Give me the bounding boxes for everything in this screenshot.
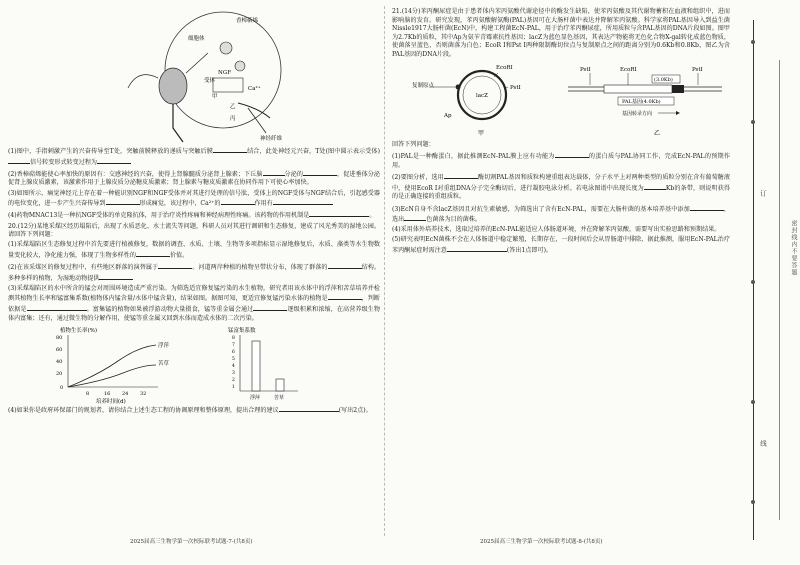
chart2-ytick: 2 xyxy=(232,377,235,383)
answer-blank[interactable] xyxy=(97,157,131,164)
chart2-ytick: 4 xyxy=(232,363,235,369)
left-footer: 2025届高三生物学第一次校际联考试题-7-(共8页) xyxy=(130,539,253,545)
q21-head: 21.(14分)苯丙酮尿症是由于患者体内苯丙氨酸代谢途径中的酶发生缺陷，使苯丙氨酸及其代谢物蓄积在血液和组织中，进而影响脑的发育。研究发现，苯丙氨酸解氨酶(PAL)基因可在大肠杆菌中表达并降解苯丙氨酸。科学家将PAL基因导入到益生菌Nissle1917大肠杆菌(EcN)中，构建工程菌EcN-PAL，用于治疗苯丙酮尿症，所用质粒与含PAL基因的DNA片段如图。图甲为2.7Kb的质粒，其中Ap为氨苄青霉素抗性基因；lacZ为蓝色显色基因，其表达产物能将无色化合物X-gal转化成蓝色物质，使菌落呈蓝色，否则菌落为白色；EcoR I和Pst I两种限制酶切位点与复制原点之间的距离分别为0.6Kb和0.8Kb，图乙为含PAL基因的DNA片段。 xyxy=(392,8,730,58)
plasmid-psti-label: PstI xyxy=(510,85,521,92)
dna-kb-label: (3.0Kb) xyxy=(654,77,673,84)
q19-p2: (2)香樟萜烯能使心率加快的原因有：交感神经的兴奋，使得上肾腺髓质分泌肾上腺素；下丘脑 分泌的 ，促进垂体分泌促肾上腺皮质激素，该激素作用于上腺皮质分泌糖皮质激素；肾上腺素与糖皮质激素在协同作用下可使心率加快。 xyxy=(8,170,381,187)
answer-blank[interactable] xyxy=(213,146,247,153)
answer-blank[interactable] xyxy=(273,198,333,205)
q21-p2: (2)要图分析，选用 酶切割PAL基因和质粒构建重组表达载体，分子水平上对两种类型的质粒分别在含有葡萄糖液中，使用EcoR I对重组DNA分子完全酶切后，进行凝胶电泳分析。若电泳图谱中出现长度为 Kb的条带，则说明获得的是正确连接的重组质粒。 xyxy=(392,174,730,201)
binding-margin xyxy=(735,0,799,565)
plasmid-lacz-label: lacZ xyxy=(476,93,488,100)
plasmid-ecori-label: EcoRI xyxy=(496,65,513,72)
answer-blank[interactable] xyxy=(404,214,426,221)
right-page xyxy=(392,8,730,257)
fig-label-yi: 乙 xyxy=(230,104,236,110)
binding-hole xyxy=(751,120,755,124)
plasmid-ap-label: Ap xyxy=(444,113,452,120)
q21-p1: (1)PAL是一种酶蛋白，据此推测EcN-PAL膜上应有功能为 的蛋白质与PAL协同工作，完成EcN-PAL的预期作用。 xyxy=(392,153,731,169)
answer-blank[interactable] xyxy=(303,169,337,176)
chart2-ytick: 6 xyxy=(232,349,235,355)
chart2-ytick: 5 xyxy=(232,356,235,362)
answer-blank[interactable] xyxy=(8,157,30,164)
chart2-ytick: 7 xyxy=(232,342,235,348)
chart1-ytick: 40 xyxy=(56,358,63,365)
right-footer: 2025届高三生物学第一次校际联考试题-8-(共8页) xyxy=(480,539,603,545)
chart1-xtick: 32 xyxy=(140,390,147,397)
answer-blank[interactable] xyxy=(106,198,140,205)
fig-label-ca: Ca²⁺ xyxy=(248,86,261,92)
chart1-xtick: 24 xyxy=(122,390,129,397)
answer-blank[interactable] xyxy=(279,405,339,412)
answer-blank[interactable] xyxy=(555,151,589,158)
binding-hole xyxy=(751,280,755,284)
answer-blank[interactable] xyxy=(158,262,192,269)
answer-blank[interactable] xyxy=(444,172,478,179)
q21-p5: (5)研究表明EcN菌株不会在人体肠道中稳定繁殖，长期存在，一段时间后会从胃肠道中排除，据此推测，服用EcN-PAL治疗苯丙酮尿症时需注意 (答出1点即可)。 xyxy=(392,236,730,255)
binding-hole xyxy=(751,40,755,44)
binding-char-ding: 订 xyxy=(759,190,767,197)
fig-label-ngf: NGF xyxy=(218,70,232,76)
fig-label-xiangsu: 香樟萜烯 xyxy=(236,18,259,24)
dna-pal-gene-label: PAL基因(4.0Kb) xyxy=(622,99,661,106)
fig-label-bing: 丙 xyxy=(230,116,236,122)
answer-blank[interactable] xyxy=(221,198,255,205)
q21-ask: 回答下列问题： xyxy=(392,141,435,149)
q20-p1: (1)采煤塌陷区生态修复过程中首先要进行植被修复，数据的调查、水质、土壤、生物等多项指标显示湿地修复后，水质、藻类等水生物数量变化较大，净化能力强，体现了生物多样性的 价值。 xyxy=(8,241,380,259)
fig-label-shenjing: 神经纤维 xyxy=(260,136,283,142)
dna-psti-label: PstI xyxy=(580,67,591,74)
q20-p3: (3)采煤塌陷区的水中所含的锰会对周围环境造成严重污染。为筛选适宜修复锰污染的水生植物，研究者用该水体中的浮萍和苦草培养并检测其植物生长率和锰富集系数(植物体内锰含量/水体中锰含量)，结果如图。据图可知，更适宜修复锰污染水体的植物是 ，判断依据是 。富集锰的植物如果被浮游动物大量摄食，锰等重金属会通过 逐级积累和浓缩，在高营养级生物体内富集；还有，通过微生物的分解作用，使锰等重金属又回到水体而造成水体的二次污染。 xyxy=(8,284,381,322)
chart1-ytick: 80 xyxy=(56,334,63,341)
dna-caption: 乙 xyxy=(654,130,661,138)
fig-label-xibaoti: 细胞体 xyxy=(188,36,205,42)
q19-p3: (3)如图所示，痛觉神经元上存在着一种能识别NGF和NGF受体并对其进行处理的信号肽，受体上的NGF受体与NGF结合后，引起感受器的电位变化，进一步产生兴奋传导到 形成痛觉，该过程中，Ca²⁺的 作用有 xyxy=(8,189,380,208)
chart2-ytick: 1 xyxy=(232,384,235,390)
chart1-series-fuping xyxy=(68,345,156,387)
dna-ecori-label: EcoRI xyxy=(620,67,637,74)
chart1-title: 植物生长率(%) xyxy=(60,327,98,334)
chart2-title: 锰富集系数 xyxy=(228,327,256,334)
q20-charts xyxy=(8,325,380,405)
binding-hole xyxy=(751,400,755,404)
answer-blank[interactable] xyxy=(27,304,87,311)
chart1-ytick: 60 xyxy=(56,346,63,353)
answer-blank[interactable] xyxy=(644,183,666,190)
chart2-cat: 浮萍 xyxy=(250,394,261,401)
answer-blank[interactable] xyxy=(263,169,285,176)
chart1-series-label: 浮萍 xyxy=(158,342,170,349)
binding-char-xian: 线 xyxy=(759,440,767,447)
chart1-ytick: 0 xyxy=(60,384,64,391)
answer-blank[interactable] xyxy=(447,245,507,252)
chart1-xlabel: 培养时间(d) xyxy=(96,398,126,405)
q20-p2: (2)在该采煤区的修复过程中，有些地区群落的演替属于 。河道两岸种植的植物呈带状分布，体现了群落的 结构。多种多样的植物，为湿地动物提供 xyxy=(8,264,381,282)
chart2-bar-kucao xyxy=(276,379,284,391)
answer-blank[interactable] xyxy=(253,304,287,311)
chart1-xtick: 8 xyxy=(86,390,90,397)
answer-blank[interactable] xyxy=(328,293,362,300)
answer-blank[interactable] xyxy=(690,204,724,211)
chart1-xtick: 16 xyxy=(104,390,111,397)
chart2-cat: 苦草 xyxy=(274,394,285,401)
q20-head: 20.(12分)某地采煤区经历塌陷后，出现了水质恶化、水土流失等问题，科研人员对其进行调研和生态修复，建成了风光秀美的湿地公园。请回答下列问题： xyxy=(8,222,380,239)
chart2-bar-fuping xyxy=(252,341,260,391)
page-divider xyxy=(384,6,385,536)
answer-blank[interactable] xyxy=(99,273,133,280)
binding-hole xyxy=(751,500,755,504)
q20-p4: (4)如果你是政府环保部门的规划者，请你结合上述生态工程的协调原理和整体原理，提出合理的建议 (写出2点)。 xyxy=(8,406,372,414)
chart2-ytick: 3 xyxy=(232,370,235,376)
q21-p4: (4)采用体外培养技术，选取过培养的EcN-PAL能适应人体肠道环境，并在降解苯丙氨酸，需要写出实验思路和预期结果。 xyxy=(392,226,721,234)
chart2-ytick: 8 xyxy=(232,335,235,341)
plasmid-figure xyxy=(392,61,730,141)
fig-label-shouti: 受体 xyxy=(204,78,216,84)
q19-p1: (1)图中，手指刺激产生的兴奋传导至T处，突触前膜释放的递质与突触后膜 结合，此处神经元兴奋，T处(图中圆示表示受体)信号转变形式转变过程为 xyxy=(8,148,380,166)
dna-psti-label-2: PstI xyxy=(692,67,703,74)
seal-warning: 密封线内不要答题 xyxy=(790,220,797,276)
q19-p4: (4)药物MNAC13是一种抗NGF受体的单克隆抗体，用于治疗炎性疼痛和神经病理性疼痛。该药物的作用机制是 。 xyxy=(8,212,376,220)
dna-direction-label: 基因转录方向 xyxy=(622,111,653,118)
plasmid-caption: 甲 xyxy=(478,130,485,138)
answer-blank[interactable] xyxy=(328,262,362,269)
chart1-series-label: 苦草 xyxy=(158,360,170,367)
answer-blank[interactable] xyxy=(309,210,369,217)
answer-blank[interactable] xyxy=(136,250,170,257)
binding-inner-line xyxy=(779,60,780,520)
fig-label-jia: 甲 xyxy=(212,94,218,100)
q21-p3: (3)EcN自身不含lacZ基因且对抗生素敏感，为筛选出了含有EcN-PAL，需要在大肠杆菌的基本培养基中添加 ，选出 色菌落为目的菌株。 xyxy=(392,205,731,224)
neuron-diagram xyxy=(8,8,380,146)
chart1-series-kucao xyxy=(68,365,156,387)
plasmid-ori-label: 复制原点 xyxy=(412,83,435,90)
left-page xyxy=(8,8,380,417)
chart1-ytick: 20 xyxy=(56,370,63,377)
